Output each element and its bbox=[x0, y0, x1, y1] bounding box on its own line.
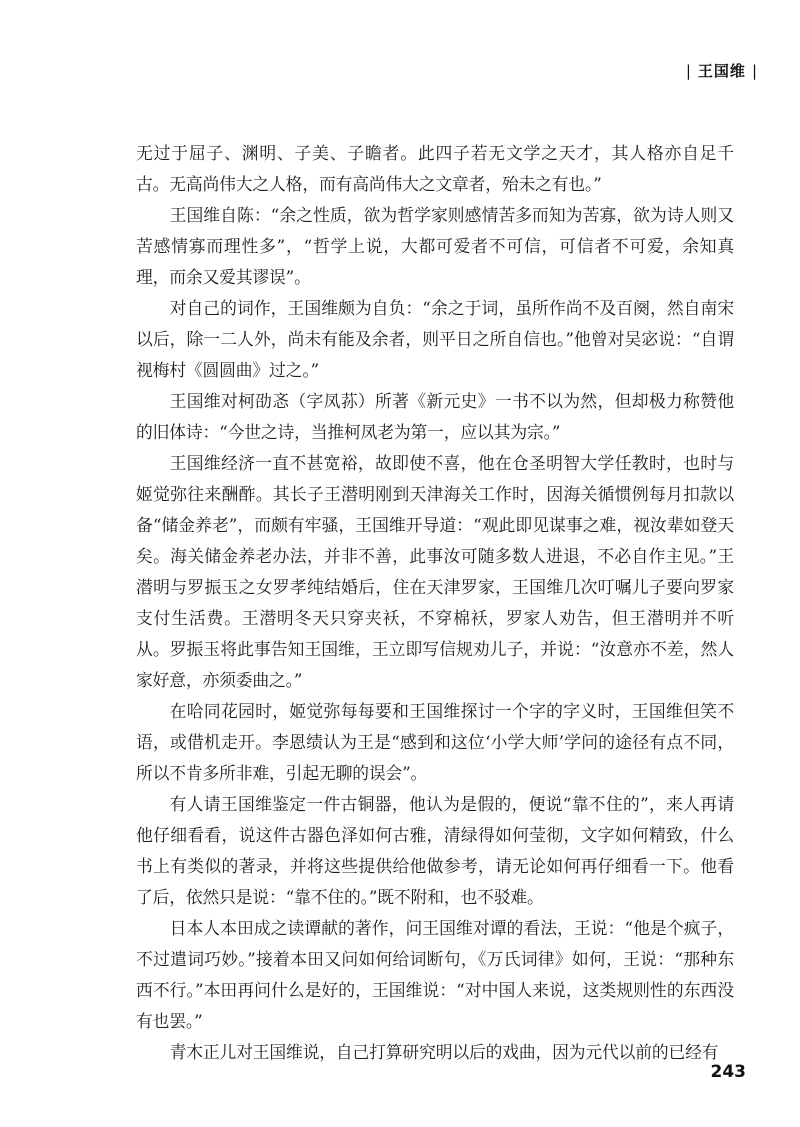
paragraph-continued: 无过于屈子、渊明、子美、子瞻者。此四子若无文学之天才，其人格亦自足千古。无高尚伟大之人格，而有高尚伟大之文章者，殆未之有也。” bbox=[136, 143, 734, 194]
running-head-title: 王国维 bbox=[697, 62, 746, 80]
body-text bbox=[136, 138, 734, 1068]
paragraph: 王国维经济一直不甚宽裕，故即使不喜，他在仓圣明智大学任教时，也时与姬觉弥往来酬酢。其长子王潜明刚到天津海关工作时，因海关循惯例每月扣款以备“储金养老”，而颇有牢骚，王国维开导道：“观此即见谋事之难，视汝辈如登天矣。海关储金养老办法，并非不善，此事汝可随多数人进退，不必自作主见。”王潜明与罗振玉之女罗孝纯结婚后，住在天津罗家，王国维几次叮嘱儿子要向罗家支付生活费。王潜明冬天只穿夹袄，不穿棉袄，罗家人劝告，但王潜明并不听从。罗振玉将此事告知王国维，王立即写信规劝儿子，并说：“汝意亦不差，然人家好意，亦须委曲之。” bbox=[136, 453, 734, 690]
paragraph: 青木正儿对王国维说，自己打算研究明以后的戏曲，因为元代以前的已经有 bbox=[169, 1042, 719, 1062]
running-head-right-bar: | bbox=[751, 62, 758, 80]
paragraph: 对自己的词作，王国维颇为自负：“余之于词，虽所作尚不及百阕，然自南宋以后，除一二人外，尚未有能及余者，则平日之所自信也。”他曾对吴宓说：“自谓视梅村《圆圆曲》过之。” bbox=[136, 298, 734, 380]
page-number: 243 bbox=[710, 1062, 746, 1082]
paragraph: 有人请王国维鉴定一件古铜器，他认为是假的，便说“靠不住的”，来人再请他仔细看看，说这件古器色泽如何古雅，清绿得如何莹彻，文字如何精致，什么书上有类似的著录，并将这些提供给他做参考，请无论如何再仔细看一下。他看了后，依然只是说：“靠不住的。”既不附和，也不驳难。 bbox=[136, 794, 734, 907]
running-head bbox=[680, 60, 764, 81]
paragraph: 王国维自陈：“余之性质，欲为哲学家则感情苦多而知为苦寡，欲为诗人则又苦感情寡而理性多”，“哲学上说，大都可爱者不可信，可信者不可爱，余知真理，而余又爱其谬误”。 bbox=[136, 205, 734, 287]
paragraph: 王国维对柯劭忞（字凤荪）所著《新元史》一书不以为然，但却极力称赞他的旧体诗：“今世之诗，当推柯凤老为第一，应以其为宗。” bbox=[136, 391, 734, 442]
paragraph: 日本人本田成之读谭献的著作，问王国维对谭的看法，王说：“他是个疯子，不过遣词巧妙。”接着本田又问如何给词断句，《万氏词律》如何，王说：“那种东西不行。”本田再问什么是好的，王国维说：“对中国人来说，这类规则性的东西没有也罢。” bbox=[136, 918, 734, 1031]
running-head-left-bar: | bbox=[685, 62, 692, 80]
paragraph: 在哈同花园时，姬觉弥每每要和王国维探讨一个字的字义时，王国维但笑不语，或借机走开。李恩绩认为王是“感到和这位‘小学大师’学问的途径有点不同，所以不肯多所非难，引起无聊的误会”。 bbox=[136, 701, 734, 783]
